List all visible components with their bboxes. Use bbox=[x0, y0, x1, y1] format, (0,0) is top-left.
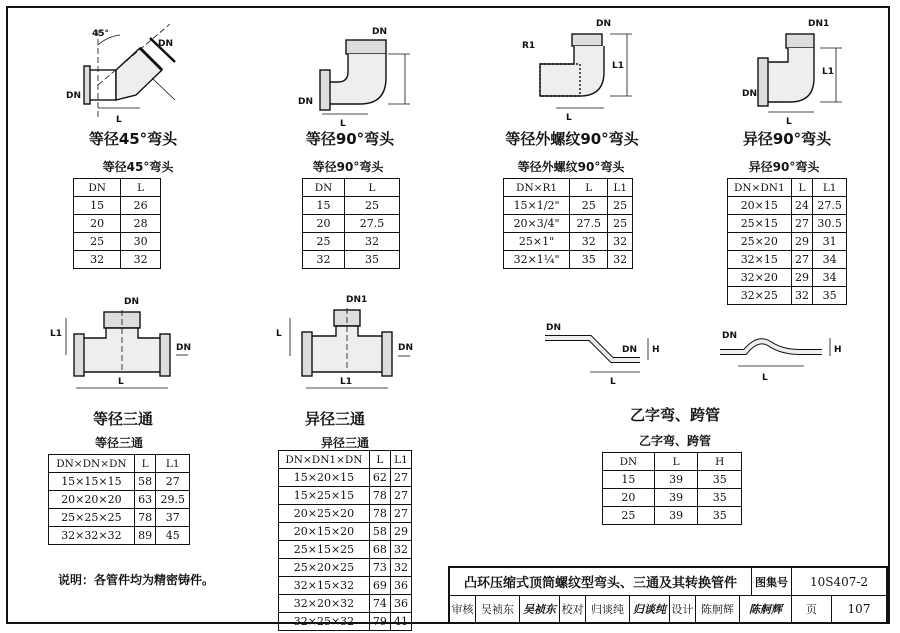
table-row bbox=[504, 197, 633, 215]
table-header-cell: L bbox=[369, 451, 390, 469]
check-label: 校对 bbox=[560, 596, 586, 622]
offset-l-label: L bbox=[610, 377, 616, 387]
red-elbow90-dn-label: DN bbox=[742, 89, 758, 99]
design-label: 设计 bbox=[670, 596, 696, 622]
table-row bbox=[603, 489, 742, 507]
table-cell: 30.5 bbox=[813, 215, 847, 233]
table-cell: 78 bbox=[134, 509, 156, 527]
table-row bbox=[49, 473, 190, 491]
cross-dn-label: DN bbox=[722, 331, 738, 341]
table-cell: 78 bbox=[369, 487, 390, 505]
table-header-row bbox=[303, 179, 400, 197]
offset-dn-left-label: DN bbox=[546, 323, 562, 333]
offset-dn-right-label: DN bbox=[622, 345, 638, 355]
table-header-cell: L1 bbox=[608, 179, 633, 197]
table-cell: 34 bbox=[813, 269, 847, 287]
red-elbow90-dn1-label: DN1 bbox=[808, 19, 830, 29]
table-cell: 58 bbox=[369, 523, 390, 541]
elbow45-dn-left-label: DN bbox=[66, 91, 82, 101]
general-note: 说明：各管件均为精密铸件。 bbox=[58, 573, 215, 587]
cross-drawing bbox=[720, 338, 830, 366]
table-cell: 63 bbox=[134, 491, 156, 509]
spec-table-elbow90 bbox=[302, 178, 400, 269]
table-header-row bbox=[49, 455, 190, 473]
table-cell: 62 bbox=[369, 469, 390, 487]
table-cell: 20 bbox=[303, 215, 345, 233]
table-header-cell: L bbox=[121, 179, 161, 197]
designer-signature: 陈舸辉 bbox=[740, 596, 792, 622]
table-row bbox=[279, 595, 412, 613]
table-row bbox=[49, 491, 190, 509]
ext-elbow90-dn-label: DN bbox=[596, 19, 612, 29]
table-cell: 27 bbox=[390, 505, 411, 523]
table-cell: 32 bbox=[570, 233, 608, 251]
spec-table-tee bbox=[48, 454, 190, 545]
ext-elbow90-drawing bbox=[540, 34, 632, 108]
table-cell: 24 bbox=[791, 197, 813, 215]
table-cell: 37 bbox=[156, 509, 190, 527]
table-cell: 25×1" bbox=[504, 233, 570, 251]
table-cell: 32×20×32 bbox=[279, 595, 370, 613]
table-header-cell: DN×DN1×DN bbox=[279, 451, 370, 469]
elbow90-dn-top-label: DN bbox=[372, 27, 388, 37]
table-row bbox=[74, 251, 161, 269]
table-row bbox=[49, 527, 190, 545]
reviewer-signature: 吴祯东 bbox=[520, 596, 560, 622]
table-cell: 27 bbox=[156, 473, 190, 491]
table-cell: 27.5 bbox=[813, 197, 847, 215]
atlas-number-label: 图集号 bbox=[752, 568, 792, 596]
table-header-cell: DN bbox=[603, 453, 655, 471]
ext-elbow90-l-label: L bbox=[566, 113, 572, 123]
table-cell: 15 bbox=[303, 197, 345, 215]
tee-drawing bbox=[66, 310, 188, 388]
tee-l-label: L bbox=[118, 377, 124, 387]
table-header-cell: DN×DN×DN bbox=[49, 455, 135, 473]
table-cell: 32×15 bbox=[728, 251, 792, 269]
table-header-row bbox=[279, 451, 412, 469]
table-cell: 68 bbox=[369, 541, 390, 559]
table-row bbox=[74, 197, 161, 215]
table-cell: 27.5 bbox=[345, 215, 400, 233]
table-row bbox=[728, 287, 847, 305]
table-cell: 32 bbox=[608, 233, 633, 251]
table-cell: 31 bbox=[813, 233, 847, 251]
tee-l1-label: L1 bbox=[50, 329, 62, 339]
table-row bbox=[303, 215, 400, 233]
table-cell: 29 bbox=[390, 523, 411, 541]
table-cell: 20×15 bbox=[728, 197, 792, 215]
table-cell: 25 bbox=[74, 233, 121, 251]
table-row bbox=[279, 523, 412, 541]
table-cell: 20×20×20 bbox=[49, 491, 135, 509]
table-cell: 15×25×15 bbox=[279, 487, 370, 505]
table-header-cell: L bbox=[654, 453, 698, 471]
table-header-cell: L1 bbox=[156, 455, 190, 473]
table-cell: 27 bbox=[390, 487, 411, 505]
table-row bbox=[603, 471, 742, 489]
caption-red-elbow90: 异径90°弯头 bbox=[742, 130, 832, 148]
elbow45-angle-label: 45° bbox=[92, 29, 110, 39]
elbow90-dn-left-label: DN bbox=[298, 97, 314, 107]
table-cell: 35 bbox=[698, 471, 742, 489]
spec-table-red-elbow90 bbox=[727, 178, 847, 305]
table-row bbox=[279, 559, 412, 577]
table-cell: 32×32×32 bbox=[49, 527, 135, 545]
table-cell: 25×15×25 bbox=[279, 541, 370, 559]
table-header-cell: L1 bbox=[813, 179, 847, 197]
table-cell: 35 bbox=[345, 251, 400, 269]
cross-l-label: L bbox=[762, 373, 768, 383]
table-row bbox=[303, 233, 400, 251]
table-cell: 89 bbox=[134, 527, 156, 545]
table-header-cell: L bbox=[345, 179, 400, 197]
offset-drawing bbox=[545, 338, 648, 372]
table-cell: 32 bbox=[608, 251, 633, 269]
table-row bbox=[74, 215, 161, 233]
table-cell: 34 bbox=[813, 251, 847, 269]
red-tee-l-label: L bbox=[276, 329, 282, 339]
ext-elbow90-l1-label: L1 bbox=[612, 61, 624, 71]
table-cell: 29.5 bbox=[156, 491, 190, 509]
table-cell: 41 bbox=[390, 613, 411, 631]
red-elbow90-l-label: L bbox=[786, 117, 792, 127]
table-cell: 20×15×20 bbox=[279, 523, 370, 541]
title-block bbox=[448, 566, 888, 624]
table-row bbox=[279, 487, 412, 505]
table-cell: 15×1/2" bbox=[504, 197, 570, 215]
table-row bbox=[279, 541, 412, 559]
table-title-red-elbow90: 异径90°弯头 bbox=[748, 160, 820, 174]
table-row bbox=[279, 505, 412, 523]
table-header-row bbox=[603, 453, 742, 471]
checker-name: 归谈纯 bbox=[586, 596, 630, 622]
table-row bbox=[504, 251, 633, 269]
table-row bbox=[728, 233, 847, 251]
table-header-cell: DN bbox=[74, 179, 121, 197]
table-cell: 27 bbox=[791, 215, 813, 233]
table-cell: 78 bbox=[369, 505, 390, 523]
cross-h-label: H bbox=[834, 345, 842, 355]
page-number: 107 bbox=[847, 602, 871, 616]
table-cell: 27 bbox=[791, 251, 813, 269]
table-cell: 25×20 bbox=[728, 233, 792, 251]
table-title-offset: 乙字弯、跨管 bbox=[638, 434, 711, 448]
spec-table-elbow45 bbox=[73, 178, 161, 269]
table-cell: 32×25 bbox=[728, 287, 792, 305]
table-cell: 20×3/4" bbox=[504, 215, 570, 233]
table-cell: 36 bbox=[390, 577, 411, 595]
table-cell: 32 bbox=[345, 233, 400, 251]
table-header-cell: L bbox=[791, 179, 813, 197]
red-elbow90-l1-label: L1 bbox=[822, 67, 834, 77]
table-row bbox=[728, 269, 847, 287]
table-cell: 30 bbox=[121, 233, 161, 251]
red-tee-drawing bbox=[290, 308, 410, 388]
ext-elbow90-r1-label: R1 bbox=[522, 41, 536, 51]
table-row bbox=[728, 251, 847, 269]
table-title-red-tee: 异径三通 bbox=[320, 436, 369, 450]
table-cell: 29 bbox=[791, 269, 813, 287]
table-header-cell: DN bbox=[303, 179, 345, 197]
table-cell: 29 bbox=[791, 233, 813, 251]
table-header-row bbox=[504, 179, 633, 197]
caption-elbow90: 等径90°弯头 bbox=[305, 130, 395, 148]
table-cell: 27.5 bbox=[570, 215, 608, 233]
table-row bbox=[504, 233, 633, 251]
table-cell: 20 bbox=[74, 215, 121, 233]
checker-signature: 归谈纯 bbox=[630, 596, 670, 622]
table-row bbox=[49, 509, 190, 527]
table-cell: 74 bbox=[369, 595, 390, 613]
elbow90-l-label: L bbox=[340, 119, 346, 129]
table-cell: 25 bbox=[608, 215, 633, 233]
table-cell: 58 bbox=[134, 473, 156, 491]
spec-table-red-tee bbox=[278, 450, 412, 631]
table-cell: 32 bbox=[791, 287, 813, 305]
table-header-row bbox=[74, 179, 161, 197]
elbow45-l-label: L bbox=[116, 115, 122, 125]
table-row bbox=[303, 251, 400, 269]
offset-h-label: H bbox=[652, 345, 660, 355]
table-cell: 69 bbox=[369, 577, 390, 595]
table-cell: 39 bbox=[654, 507, 698, 525]
table-cell: 20 bbox=[603, 489, 655, 507]
table-cell: 32 bbox=[121, 251, 161, 269]
table-cell: 79 bbox=[369, 613, 390, 631]
table-title-ext-elbow90: 等径外螺纹90°弯头 bbox=[517, 160, 625, 174]
caption-tee: 等径三通 bbox=[92, 410, 153, 428]
caption-red-tee: 异径三通 bbox=[304, 410, 365, 428]
table-cell: 32 bbox=[390, 541, 411, 559]
table-row bbox=[279, 469, 412, 487]
elbow45-dn-top-label: DN bbox=[158, 39, 174, 49]
table-cell: 45 bbox=[156, 527, 190, 545]
reviewer-name: 吴祯东 bbox=[476, 596, 520, 622]
table-cell: 15×15×15 bbox=[49, 473, 135, 491]
spec-table-offset bbox=[602, 452, 742, 525]
caption-offset: 乙字弯、跨管 bbox=[629, 406, 720, 424]
spec-table-ext-elbow90 bbox=[503, 178, 633, 269]
table-cell: 39 bbox=[654, 489, 698, 507]
table-cell: 32 bbox=[74, 251, 121, 269]
table-header-row bbox=[728, 179, 847, 197]
atlas-number: 10S407-2 bbox=[792, 568, 886, 596]
table-cell: 73 bbox=[369, 559, 390, 577]
table-cell: 32×1¼" bbox=[504, 251, 570, 269]
table-cell: 32 bbox=[390, 559, 411, 577]
table-header-cell: DN×DN1 bbox=[728, 179, 792, 197]
table-cell: 32×25×32 bbox=[279, 613, 370, 631]
tee-dn-top-label: DN bbox=[124, 297, 140, 307]
table-cell: 35 bbox=[813, 287, 847, 305]
table-title-elbow90: 等径90°弯头 bbox=[312, 160, 384, 174]
table-cell: 25 bbox=[608, 197, 633, 215]
table-header-cell: L1 bbox=[390, 451, 411, 469]
table-row bbox=[279, 613, 412, 631]
caption-elbow45: 等径45°弯头 bbox=[88, 130, 178, 148]
table-cell: 32×15×32 bbox=[279, 577, 370, 595]
tee-dn-right-label: DN bbox=[176, 343, 192, 353]
table-row bbox=[303, 197, 400, 215]
page-label: 页 bbox=[792, 596, 832, 622]
table-header-cell: H bbox=[698, 453, 742, 471]
table-row bbox=[603, 507, 742, 525]
table-cell: 25 bbox=[603, 507, 655, 525]
table-cell: 25×25×25 bbox=[49, 509, 135, 527]
table-cell: 39 bbox=[654, 471, 698, 489]
table-cell: 25×15 bbox=[728, 215, 792, 233]
table-cell: 25 bbox=[345, 197, 400, 215]
table-header-cell: L bbox=[570, 179, 608, 197]
table-cell: 26 bbox=[121, 197, 161, 215]
table-header-cell: DN×R1 bbox=[504, 179, 570, 197]
red-tee-dn-right-label: DN bbox=[398, 343, 414, 353]
table-cell: 36 bbox=[390, 595, 411, 613]
drawing-title: 凸环压缩式顶筒螺纹型弯头、三通及其转换管件 bbox=[450, 568, 752, 596]
table-cell: 15 bbox=[74, 197, 121, 215]
table-row bbox=[504, 215, 633, 233]
table-title-tee: 等径三通 bbox=[94, 436, 143, 450]
table-cell: 35 bbox=[698, 507, 742, 525]
table-cell: 28 bbox=[121, 215, 161, 233]
table-row bbox=[279, 577, 412, 595]
table-cell: 35 bbox=[570, 251, 608, 269]
table-header-cell: L bbox=[134, 455, 156, 473]
table-row bbox=[74, 233, 161, 251]
table-cell: 25 bbox=[570, 197, 608, 215]
caption-ext-elbow90: 等径外螺纹90°弯头 bbox=[505, 130, 639, 148]
table-row bbox=[728, 197, 847, 215]
table-title-elbow45: 等径45°弯头 bbox=[102, 160, 174, 174]
table-cell: 15×20×15 bbox=[279, 469, 370, 487]
elbow90-drawing bbox=[320, 40, 410, 114]
red-tee-l1-label: L1 bbox=[340, 377, 352, 387]
review-label: 审核 bbox=[450, 596, 476, 622]
table-cell: 27 bbox=[390, 469, 411, 487]
table-cell: 25 bbox=[303, 233, 345, 251]
table-cell: 15 bbox=[603, 471, 655, 489]
table-cell: 25×20×25 bbox=[279, 559, 370, 577]
red-tee-dn1-label: DN1 bbox=[346, 295, 368, 305]
table-cell: 32×20 bbox=[728, 269, 792, 287]
table-cell: 35 bbox=[698, 489, 742, 507]
designer-name: 陈舸辉 bbox=[696, 596, 740, 622]
table-cell: 20×25×20 bbox=[279, 505, 370, 523]
table-cell: 32 bbox=[303, 251, 345, 269]
table-row bbox=[728, 215, 847, 233]
